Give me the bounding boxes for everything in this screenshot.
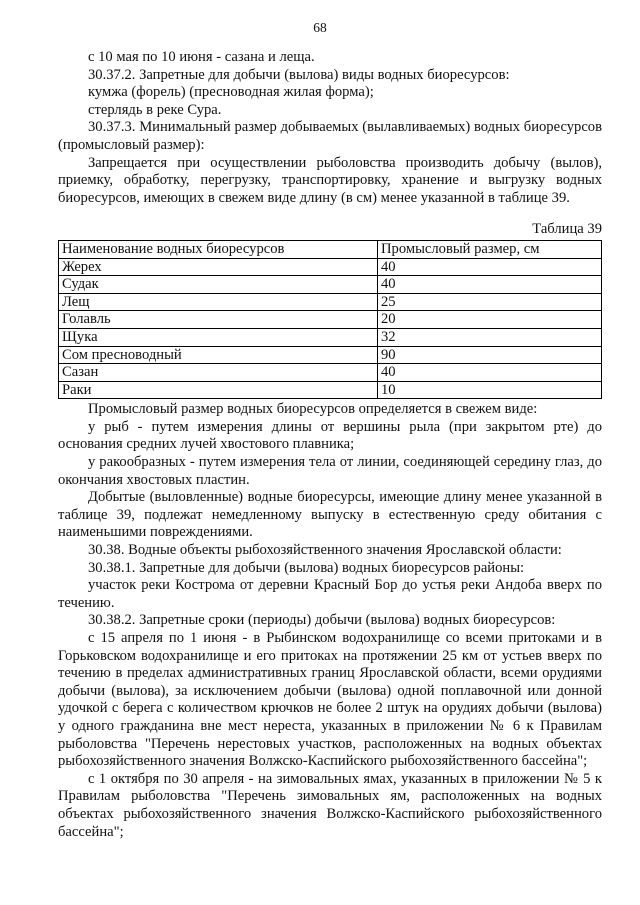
species-cell: Щука xyxy=(59,328,378,346)
table-row xyxy=(59,328,602,346)
list-item: стерлядь в реке Сура. xyxy=(88,101,222,118)
size-cell: 40 xyxy=(378,364,602,382)
page-number: 68 xyxy=(313,20,327,35)
table-header-row xyxy=(59,240,602,258)
list-item: участок реки Кострома от деревни Красный Бор до устья реки Андоба вверх по течению. xyxy=(58,577,602,611)
section-heading: 30.38. Водные объекты рыбохозяйственного значения Ярославской области: xyxy=(88,542,562,559)
size-cell: 32 xyxy=(378,328,602,346)
paragraph: с 10 мая по 10 июня - сазана и леща. xyxy=(88,49,315,65)
section-heading: 30.37.2. Запретные для добычи (вылова) виды водных биоресурсов: xyxy=(88,66,510,83)
species-cell: Жерех xyxy=(59,258,378,276)
size-cell: 40 xyxy=(378,258,602,276)
species-cell: Раки xyxy=(59,381,378,399)
section-heading: 30.37.3. Минимальный размер добываемых (вылавливаемых) водных биоресурсов (промысловый размер): xyxy=(58,119,602,153)
table-row xyxy=(59,293,602,311)
document-body xyxy=(58,49,602,841)
table-row xyxy=(59,311,602,329)
list-item: у рыб - путем измерения длины от вершины рыла (при закрытом рте) до основания средних лучей хвостового плавника; xyxy=(58,418,602,453)
size-cell: 90 xyxy=(378,346,602,364)
table-row xyxy=(59,346,602,364)
species-cell: Лещ xyxy=(59,293,378,311)
table-caption: Таблица 39 xyxy=(532,221,602,238)
size-cell: 20 xyxy=(378,311,602,329)
table-row xyxy=(59,276,602,294)
species-cell: Голавль xyxy=(59,311,378,329)
species-cell: Судак xyxy=(59,276,378,294)
list-item: у ракообразных - путем измерения тела от линии, соединяющей середину глаз, до окончания хвостовых пластин. xyxy=(58,454,602,488)
size-table xyxy=(58,240,602,399)
species-cell: Сом пресноводный xyxy=(59,346,378,364)
table-row xyxy=(59,258,602,276)
table-row xyxy=(59,381,602,399)
list-item: с 15 апреля по 1 июня - в Рыбинском водохранилище со всеми притоками и в Горьковском водохранилище и его притоках на протяжении 25 км от устьев вверх по течению в пределах административных границ Ярославской области, всеми орудиями добычи (вылова), за исключением добычи (вылова) одной поплавочной или донной удочкой с берега с количеством крючков не более 2 штук на орудиях добычи (вылова) у одного гражданина вне мест нереста, указанных в приложении № 6 к Правилам рыболовства "Перечень нерестовых участков, расположенных на водных объектах рыбохозяйственного значения Волжско-Каспийского рыбохозяйственного бассейна"; xyxy=(58,630,602,770)
list-item: с 1 октября по 30 апреля - на зимовальных ямах, указанных в приложении № 5 к Правилам рыболовства "Перечень зимовальных ям, расположенных на водных объектах рыбохозяйственного значения Волжско-Каспийского рыбохозяйственного бассейна"; xyxy=(58,770,602,840)
size-cell: 10 xyxy=(378,381,602,399)
size-cell: 25 xyxy=(378,293,602,311)
table-row xyxy=(59,364,602,382)
section-heading: 30.38.1. Запретные для добычи (вылова) водных биоресурсов районы: xyxy=(88,559,525,576)
size-cell: 40 xyxy=(378,276,602,294)
section-heading: 30.38.2. Запретные сроки (периоды) добычи (вылова) водных биоресурсов: xyxy=(88,612,556,629)
column-header-name: Наименование водных биоресурсов xyxy=(59,240,378,258)
species-cell: Сазан xyxy=(59,364,378,382)
column-header-size: Промысловый размер, см xyxy=(378,240,602,258)
paragraph: Запрещается при осуществлении рыболовства производить добычу (вылов), приемку, обработку, перегрузку, транспортировку, хранение и выгрузку водных биоресурсов, имеющих в свежем виде длину (в см) менее указанной в таблице 39. xyxy=(58,154,602,206)
paragraph: Промысловый размер водных биоресурсов определяется в свежем виде: xyxy=(88,401,538,418)
list-item: кумжа (форель) (пресноводная жилая форма); xyxy=(88,84,374,101)
paragraph: Добытые (выловленные) водные биоресурсы, имеющие длину менее указанной в таблице 39, подлежат немедленному выпуску в естественную среду обитания с наименьшими повреждениями. xyxy=(58,489,602,541)
